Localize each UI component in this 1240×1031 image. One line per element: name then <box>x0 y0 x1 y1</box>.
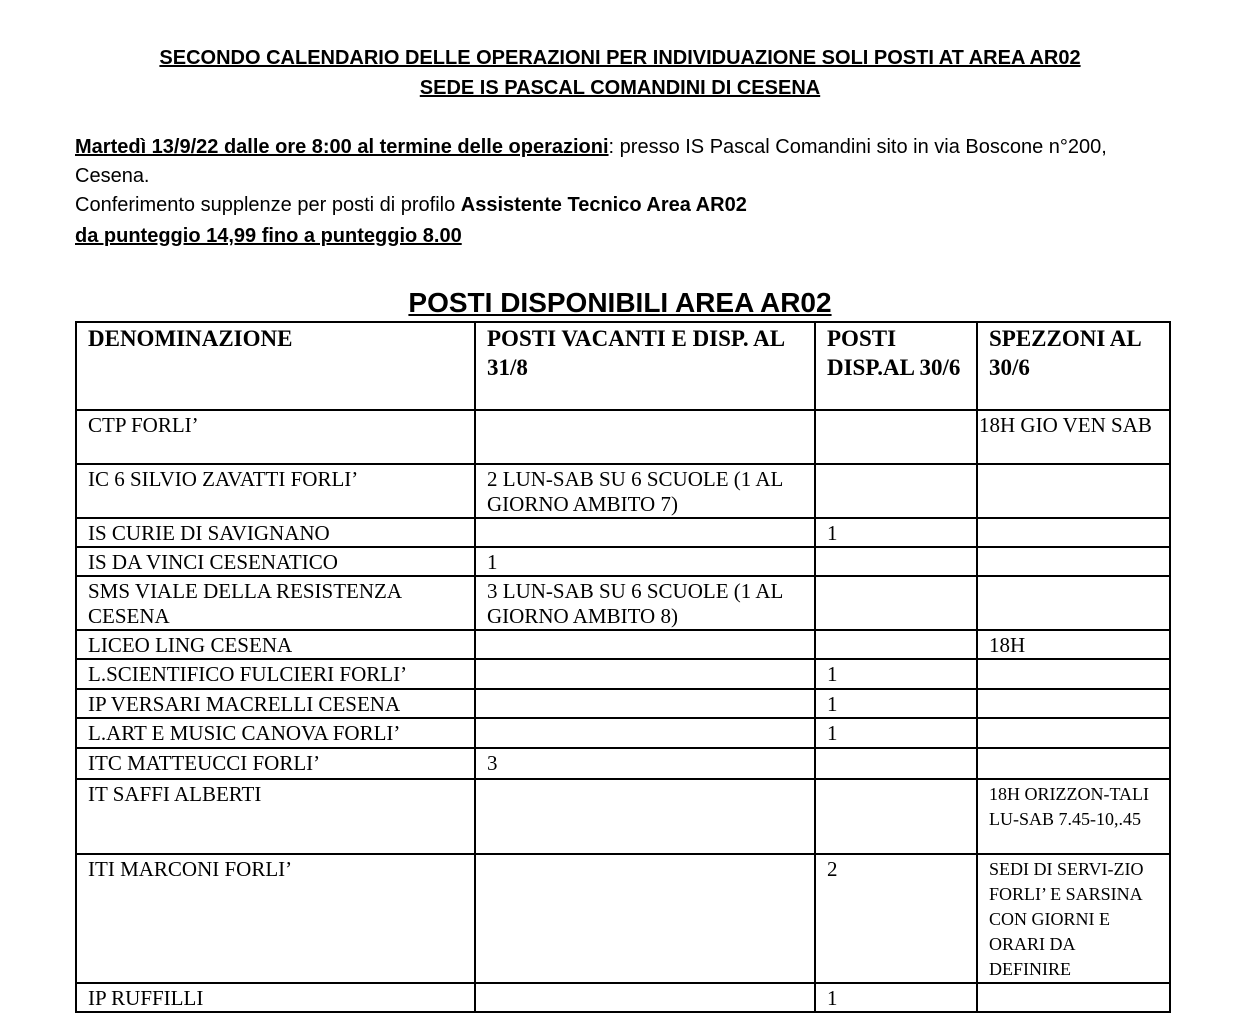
table-row <box>76 576 1170 630</box>
table-row <box>76 689 1170 718</box>
cell-disp: 1 <box>815 518 977 547</box>
table-row <box>76 748 1170 779</box>
cell-vacanti: 2 LUN-SAB SU 6 SCUOLE (1 AL GIORNO AMBITO 7) <box>475 464 815 518</box>
cell-spezzoni: 18H GIO VEN SAB <box>977 410 1170 464</box>
schedule-paragraph <box>75 133 1175 161</box>
table-row <box>76 718 1170 748</box>
cell-vacanti <box>475 659 815 689</box>
cell-disp: 1 <box>815 983 977 1012</box>
cell-vacanti: 1 <box>475 547 815 576</box>
cell-name: ITC MATTEUCCI FORLI’ <box>76 748 475 779</box>
schedule-location: : presso IS Pascal Comandini sito in via Boscone n°200, <box>608 136 1107 158</box>
table-heading: POSTI DISPONIBILI AREA AR02 <box>408 287 832 318</box>
document-title-line2: SEDE IS PASCAL COMANDINI DI CESENA <box>419 77 821 99</box>
cell-vacanti <box>475 983 815 1012</box>
table-row <box>76 630 1170 659</box>
cell-name: ITI MARCONI FORLI’ <box>76 854 475 983</box>
cell-spezzoni <box>977 547 1170 576</box>
table-row <box>76 410 1170 464</box>
table-row <box>76 854 1170 983</box>
cell-vacanti <box>475 689 815 718</box>
column-header-denominazione: DENOMINAZIONE <box>76 322 475 410</box>
cell-name: IS CURIE DI SAVIGNANO <box>76 518 475 547</box>
cell-disp: 2 <box>815 854 977 983</box>
cell-disp <box>815 630 977 659</box>
score-range: da punteggio 14,99 fino a punteggio 8.00 <box>75 225 462 247</box>
cell-vacanti <box>475 630 815 659</box>
column-header-spezzoni: SPEZZONI AL 30/6 <box>977 322 1170 410</box>
table-row <box>76 518 1170 547</box>
cell-spezzoni: 18H <box>977 630 1170 659</box>
cell-disp <box>815 547 977 576</box>
cell-vacanti <box>475 518 815 547</box>
cell-spezzoni <box>977 659 1170 689</box>
cell-name: IP VERSARI MACRELLI CESENA <box>76 689 475 718</box>
cell-name: LICEO LING CESENA <box>76 630 475 659</box>
cell-disp <box>815 576 977 630</box>
cell-spezzoni <box>977 576 1170 630</box>
cell-name: IP RUFFILLI <box>76 983 475 1012</box>
cell-disp <box>815 464 977 518</box>
cell-spezzoni <box>977 518 1170 547</box>
cell-name: CTP FORLI’ <box>76 410 475 464</box>
cell-disp: 1 <box>815 718 977 748</box>
table-row <box>76 547 1170 576</box>
cell-disp <box>815 748 977 779</box>
cell-spezzoni: SEDI DI SERVI-ZIO FORLI’ E SARSINA CON GIORNI E ORARI DA DEFINIRE <box>977 854 1170 983</box>
cell-spezzoni <box>977 464 1170 518</box>
cell-name: IS DA VINCI CESENATICO <box>76 547 475 576</box>
assignment-paragraph <box>75 191 747 219</box>
schedule-date: Martedì 13/9/22 dalle ore 8:00 al termine delle operazioni <box>75 136 609 158</box>
cell-spezzoni <box>977 718 1170 748</box>
cell-disp: 1 <box>815 689 977 718</box>
cell-vacanti: 3 LUN-SAB SU 6 SCUOLE (1 AL GIORNO AMBITO 8) <box>475 576 815 630</box>
column-header-posti-vacanti: POSTI VACANTI E DISP. AL 31/8 <box>475 322 815 410</box>
cell-spezzoni <box>977 689 1170 718</box>
cell-spezzoni <box>977 983 1170 1012</box>
cell-vacanti <box>475 779 815 854</box>
assignment-prefix: Conferimento supplenze per posti di profilo <box>75 194 461 216</box>
table-row <box>76 464 1170 518</box>
cell-name: L.ART E MUSIC CANOVA FORLI’ <box>76 718 475 748</box>
table-row <box>76 983 1170 1012</box>
cell-vacanti <box>475 718 815 748</box>
column-header-posti-disp: POSTI DISP.AL 30/6 <box>815 322 977 410</box>
cell-vacanti <box>475 854 815 983</box>
table-row <box>76 779 1170 854</box>
posts-table <box>75 321 1171 1013</box>
cell-name: IC 6 SILVIO ZAVATTI FORLI’ <box>76 464 475 518</box>
document-title-line1: SECONDO CALENDARIO DELLE OPERAZIONI PER INDIVIDUAZIONE SOLI POSTI AT AREA AR02 <box>159 47 1081 69</box>
cell-disp: 1 <box>815 659 977 689</box>
cell-vacanti <box>475 410 815 464</box>
assignment-profile: Assistente Tecnico Area AR02 <box>460 194 747 216</box>
cell-disp <box>815 779 977 854</box>
cell-disp <box>815 410 977 464</box>
cell-vacanti: 3 <box>475 748 815 779</box>
table-row <box>76 659 1170 689</box>
cell-spezzoni <box>977 748 1170 779</box>
cell-name: SMS VIALE DELLA RESISTENZA CESENA <box>76 576 475 630</box>
cell-spezzoni: 18H ORIZZON-TALI LU-SAB 7.45-10,.45 <box>977 779 1170 854</box>
cell-name: L.SCIENTIFICO FULCIERI FORLI’ <box>76 659 475 689</box>
schedule-location-city: Cesena. <box>75 165 150 187</box>
cell-name: IT SAFFI ALBERTI <box>76 779 475 854</box>
table-header-row <box>76 322 1170 410</box>
